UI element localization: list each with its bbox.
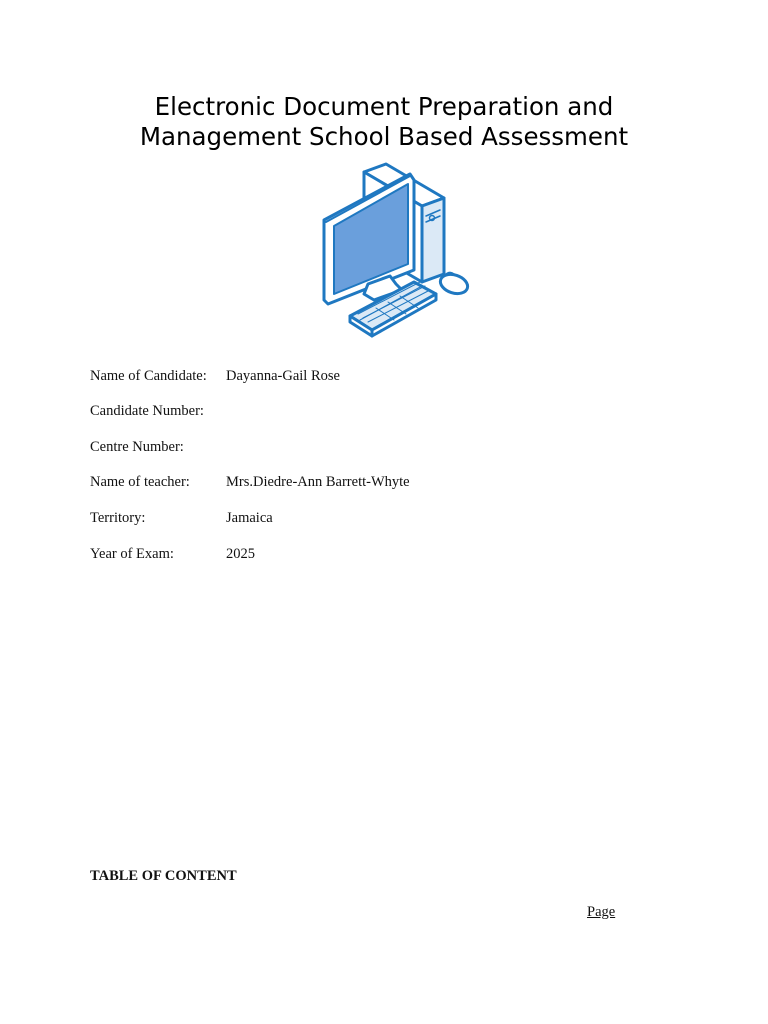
- info-label: Year of Exam:: [90, 546, 174, 562]
- document-title: [0, 92, 768, 152]
- toc-heading: TABLE OF CONTENT: [90, 868, 237, 884]
- document-title-line-2: Management School Based Assessment: [139, 122, 629, 151]
- info-value: Mrs.Diedre-Ann Barrett-Whyte: [226, 474, 410, 490]
- document-title-line-1: Electronic Document Preparation and: [154, 92, 614, 121]
- info-value: 2025: [226, 546, 255, 562]
- toc-page-column-label: Page: [587, 904, 616, 920]
- info-label: Candidate Number:: [90, 403, 204, 419]
- info-label: Name of Candidate:: [90, 368, 207, 384]
- info-label: Name of teacher:: [90, 474, 190, 490]
- info-value: Jamaica: [226, 510, 273, 526]
- info-label: Territory:: [90, 510, 146, 526]
- info-value: Dayanna-Gail Rose: [226, 368, 340, 384]
- desktop-computer-icon: [318, 160, 474, 338]
- info-label: Centre Number:: [90, 439, 184, 455]
